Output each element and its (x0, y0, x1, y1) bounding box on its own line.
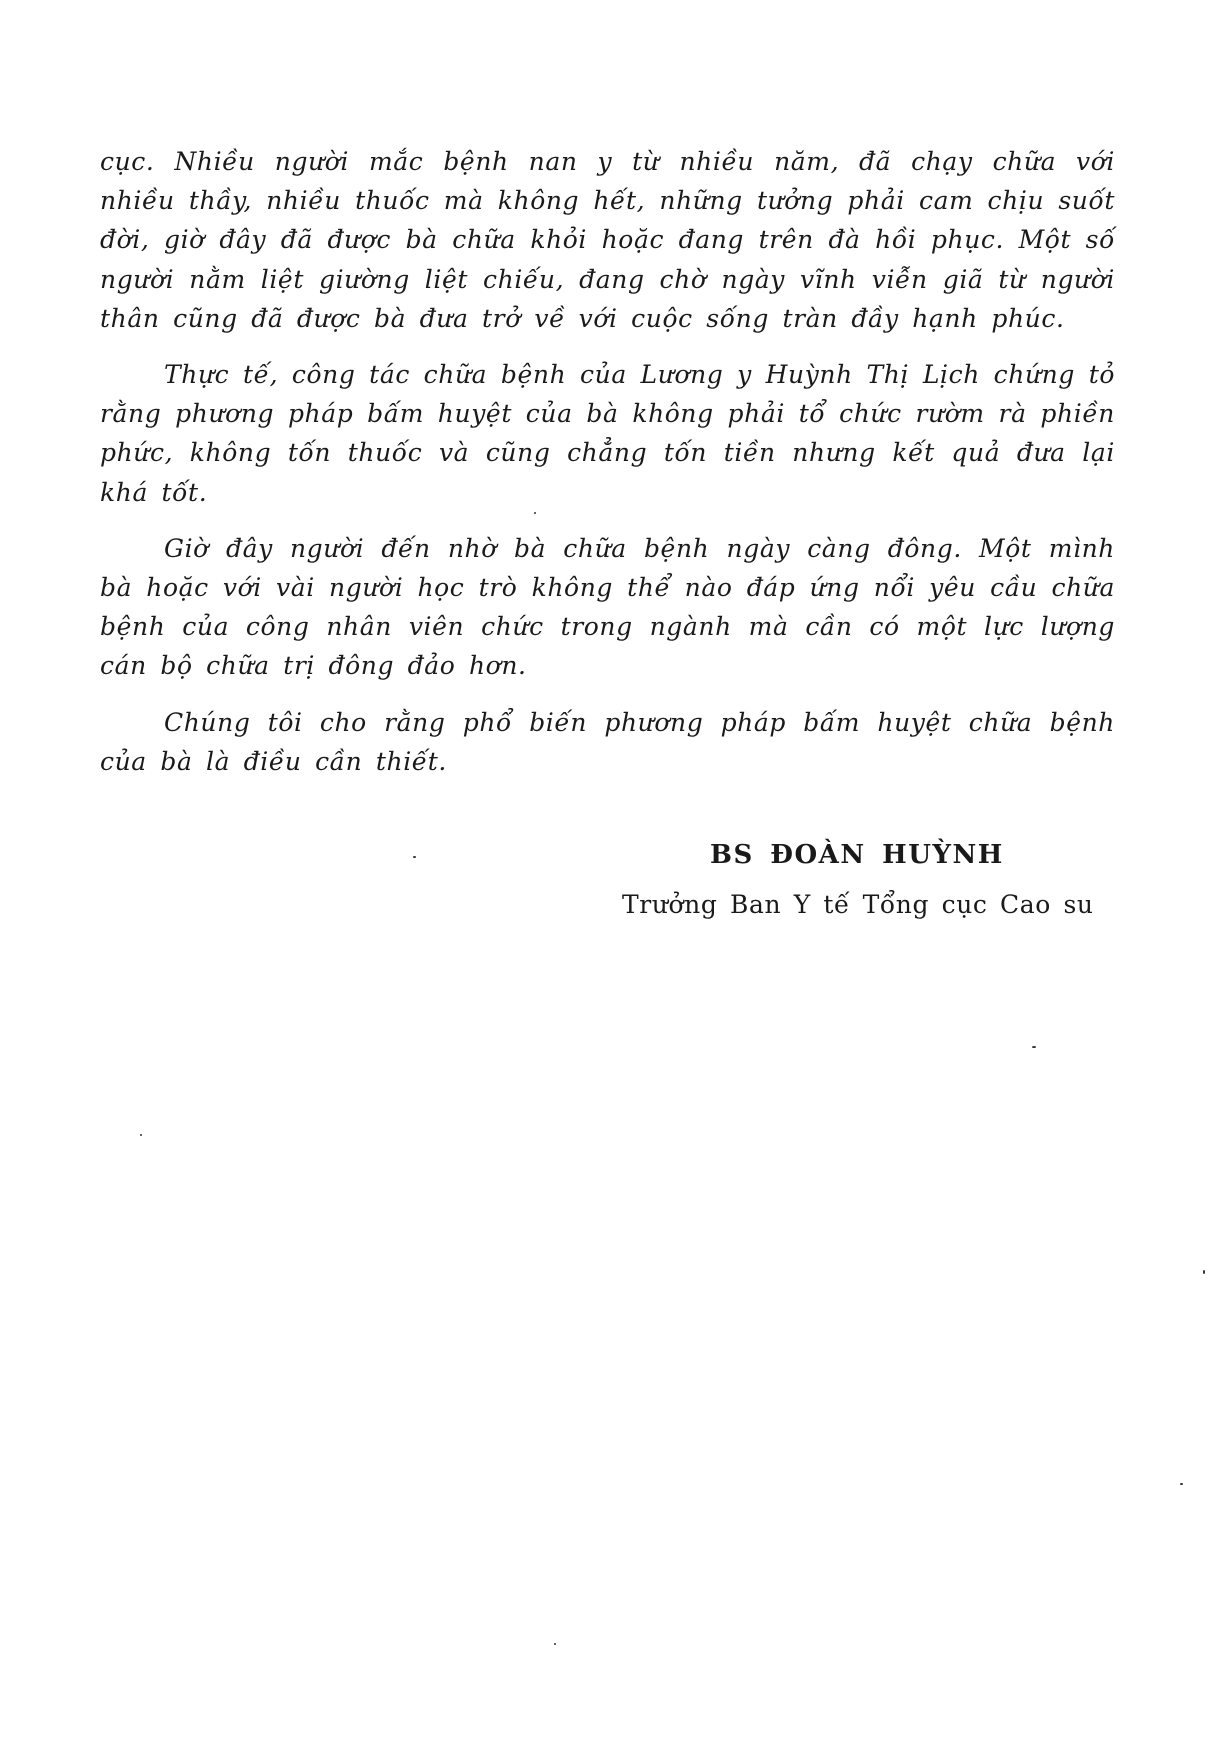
scan-speck (140, 1134, 142, 1136)
scan-speck (1032, 1046, 1036, 1048)
paragraph: Giờ đây người đến nhờ bà chữa bệnh ngày càng đông. Một mình bà hoặc với vài người học trò không thể nào đáp ứng nổi yêu cầu chữa bệnh của công nhân viên chức trong ngành mà cần có một lực lượng cán bộ chữa trị đông đảo hơn. (100, 533, 1115, 681)
paragraph-continuation: cục. Nhiều người mắc bệnh nan y từ nhiều năm, đã chạy chữa với nhiều thầy, nhiều thuốc mà không hết, những tưởng phải cam chịu suốt đời, giờ đây đã được bà chữa khỏi hoặc đang trên đà hồi phục. Một số người nằm liệt giường liệt chiếu, đang chờ ngày vĩnh viễn giã từ người thân cũng đã được bà đưa trở về với cuộc sống tràn đầy hạnh phúc. (100, 147, 1115, 333)
signature-name: BS ĐOÀN HUỲNH (710, 840, 1004, 870)
scan-speck (1180, 1483, 1183, 1485)
scan-speck (413, 856, 416, 858)
scan-speck (554, 1643, 556, 1645)
signature-title: Trưởng Ban Y tế Tổng cục Cao su (622, 890, 1094, 919)
scan-speck (1203, 1270, 1205, 1274)
body-text (100, 142, 1115, 781)
scan-speck (534, 512, 536, 514)
paragraph: Thực tế, công tác chữa bệnh của Lương y Huỳnh Thị Lịch chứng tỏ rằng phương pháp bấm huyệt của bà không phải tổ chức rườm rà phiền phức, không tốn thuốc và cũng chẳng tốn tiền nhưng kết quả đưa lại khá tốt. (100, 360, 1115, 507)
paragraph: Chúng tôi cho rằng phổ biến phương pháp bấm huyệt chữa bệnh của bà là điều cần thiết. (100, 707, 1115, 776)
